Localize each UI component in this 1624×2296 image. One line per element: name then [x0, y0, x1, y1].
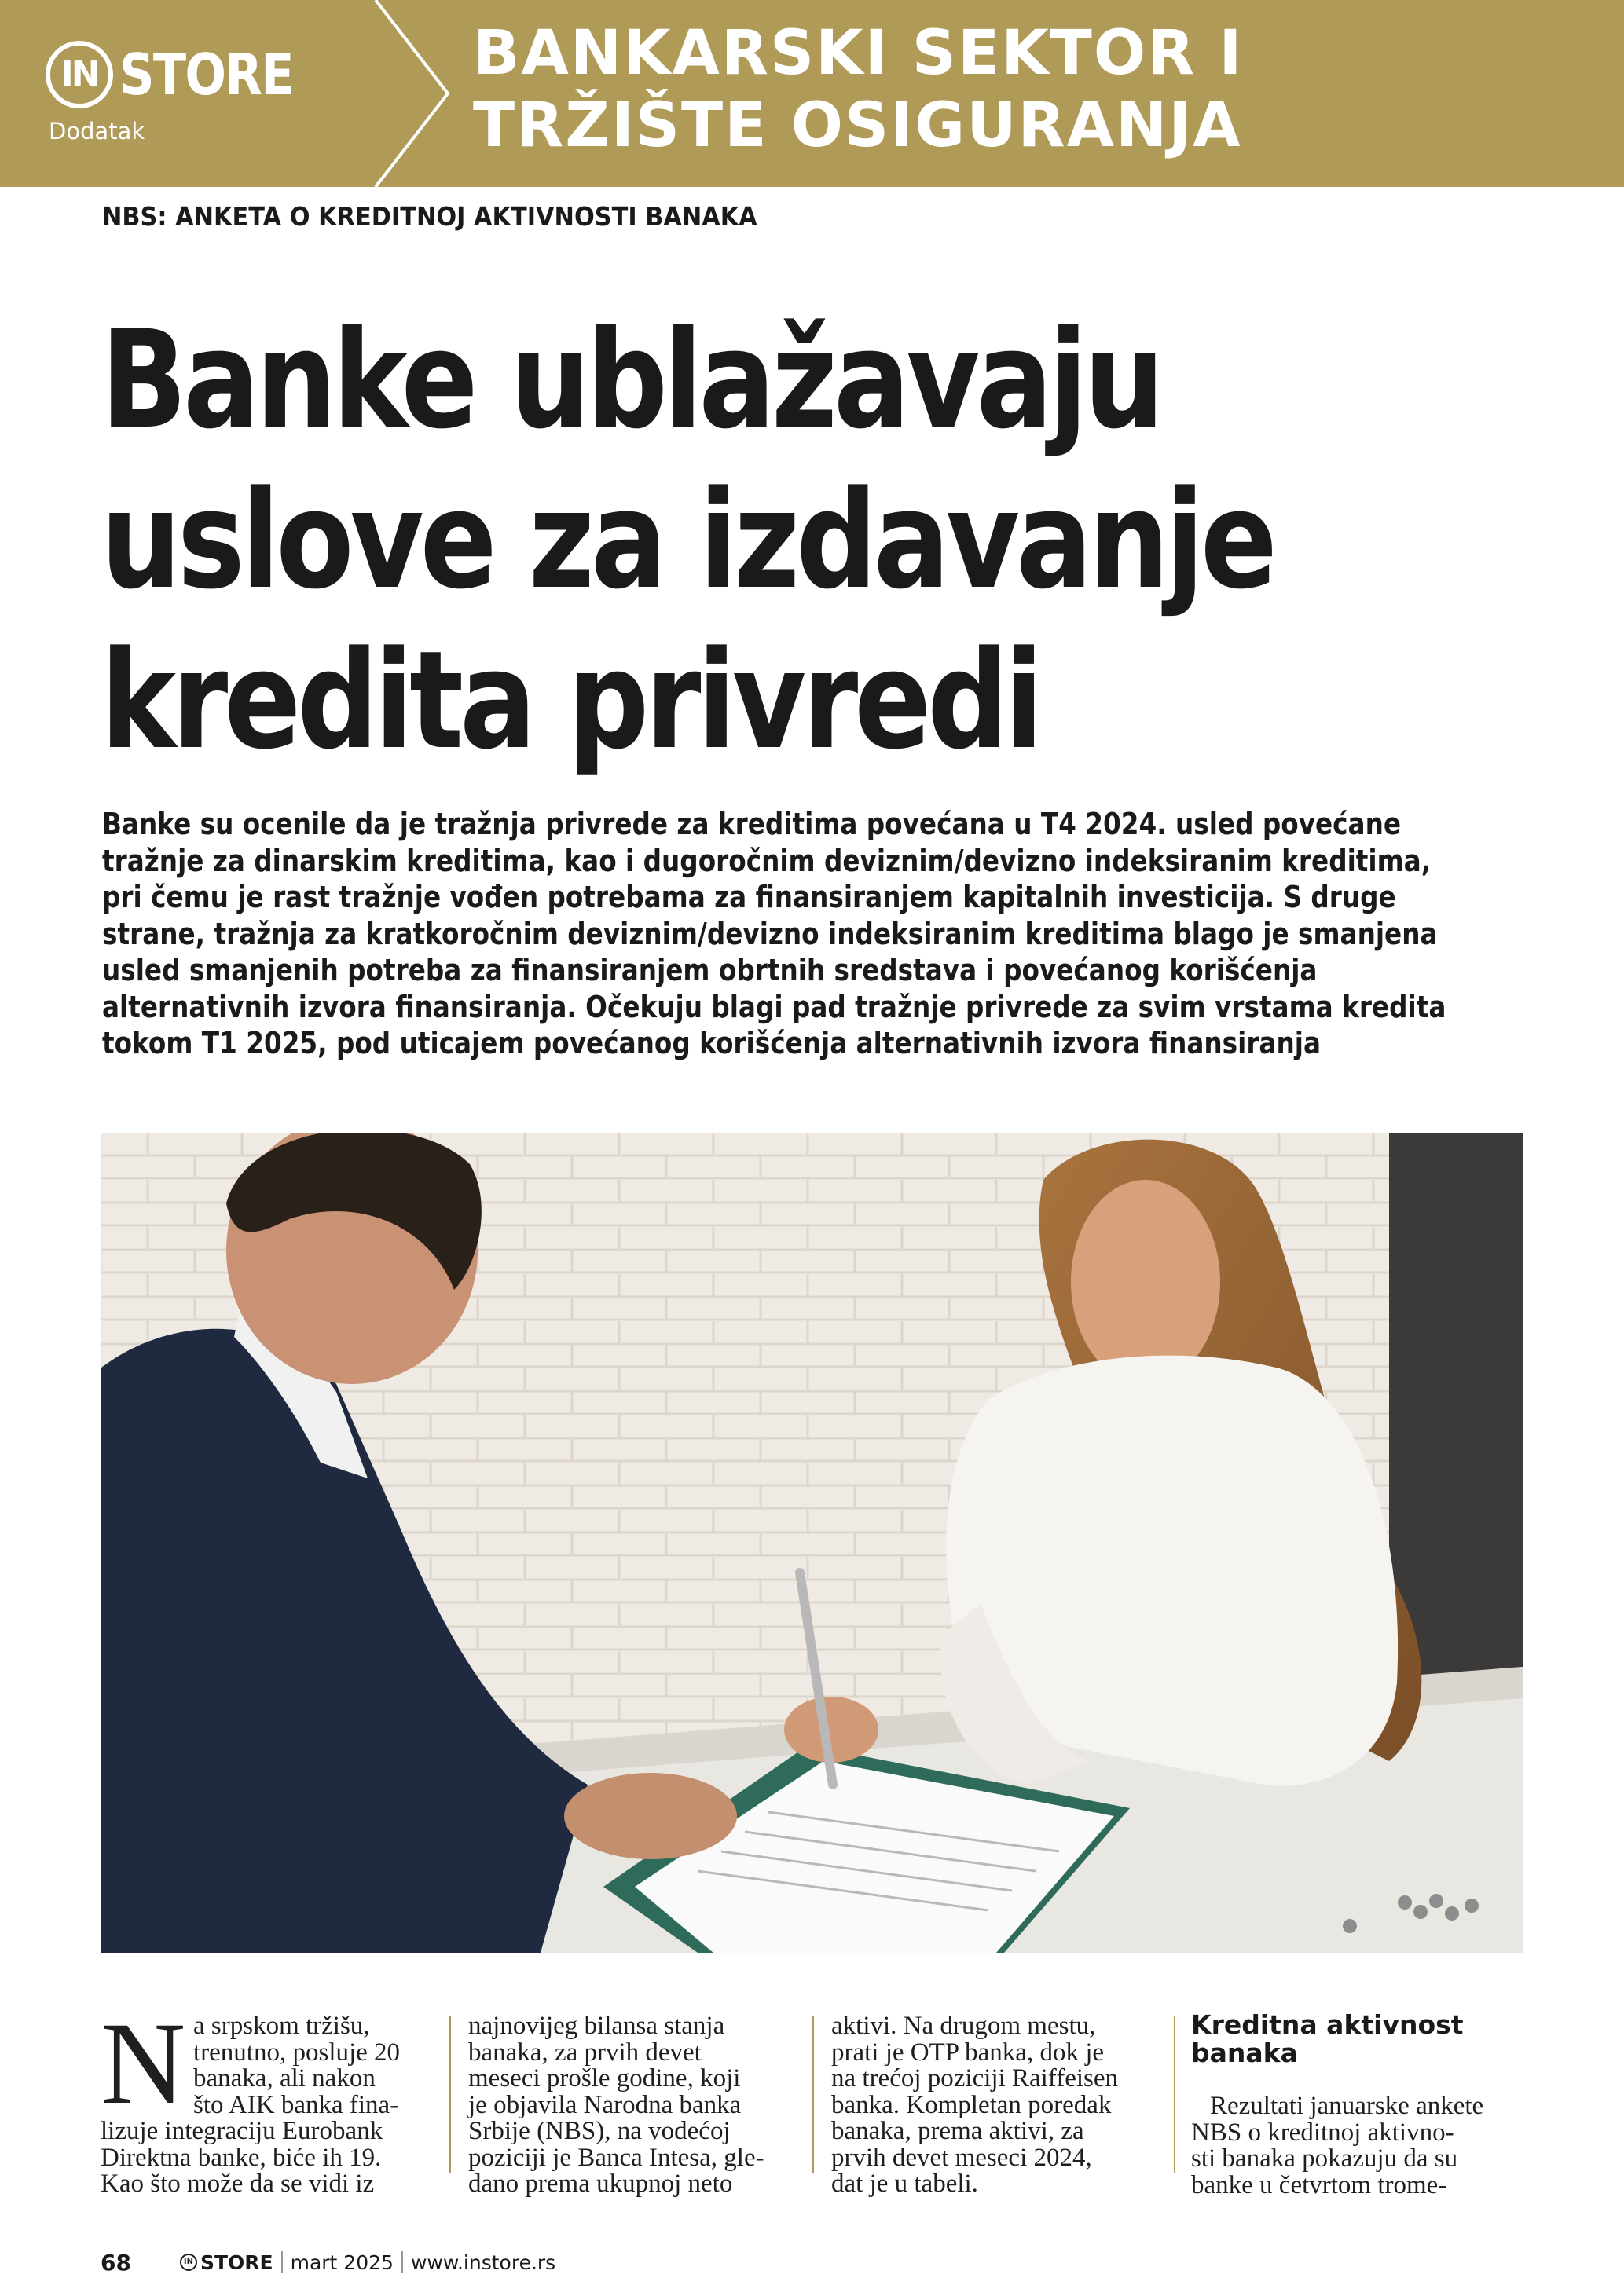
- headline-line: Banke ublažavaju: [101, 301, 1161, 459]
- body-line: Kao što može da se vidi iz: [101, 2170, 375, 2198]
- headline-line: uslove za izdavanje: [101, 461, 1274, 619]
- body-line: dano prema ukupnoj neto: [468, 2170, 733, 2198]
- body-line: trenutno, posluje 20: [193, 2038, 401, 2067]
- lead-line: Banke su ocenile da je tražnja privrede za kreditima povećana u T4 2024. usled povećane: [102, 807, 1402, 841]
- headline-line: kredita privredi: [101, 621, 1040, 779]
- body-line: a srpskom tržišu,: [193, 2012, 370, 2040]
- body-line: banaka, za prvih devet: [468, 2038, 702, 2067]
- body-column-1: [101, 1998, 431, 2198]
- lead-line: strane, tražnja za kratkoročnim deviznim/devizno indeksiranim kreditima blago je smanjena: [102, 916, 1438, 951]
- body-line: što AIK banka fina-: [193, 2090, 399, 2119]
- page-number: 68: [101, 2249, 131, 2276]
- section-header-band: [0, 0, 1624, 187]
- body-line: prati je OTP banka, dok je: [831, 2038, 1105, 2067]
- body-line: poziciji je Banca Intesa, gle-: [468, 2143, 764, 2172]
- footer-logo-circle: IN: [180, 2254, 197, 2271]
- column-divider: [1174, 2016, 1175, 2173]
- body-line: sti banaka pokazuju da su: [1191, 2144, 1458, 2173]
- body-line: banaka, prema aktivi, za: [831, 2117, 1084, 2145]
- body-column-4: [1191, 2093, 1521, 2199]
- lead-line: pri čemu je rast tražnje vođen potrebama za finansiranjem kapitalnih investicija. S druge: [102, 880, 1396, 914]
- section-title: [473, 17, 1243, 162]
- body-line: Srbije (NBS), na vodećoj: [468, 2117, 731, 2145]
- article-headline: [101, 300, 1335, 781]
- footer-separator: [401, 2251, 403, 2273]
- body-line: najnovijeg bilansa stanja: [468, 2012, 725, 2040]
- body-line: aktivi. Na drugom mestu,: [831, 2012, 1096, 2040]
- footer-website[interactable]: www.instore.rs: [410, 2250, 556, 2274]
- drop-cap: N: [101, 1998, 186, 2129]
- body-column-3: [831, 2013, 1161, 2198]
- footer-logo-wordmark: STORE: [200, 2250, 273, 2274]
- logo-circle: IN: [46, 41, 113, 108]
- lead-line: tražnje za dinarskim kreditima, kao i dugoročnim deviznim/devizno indeksiranim kreditima,: [102, 843, 1432, 878]
- subheading-line: banaka: [1191, 2038, 1298, 2068]
- body-line: meseci prošle godine, koji: [468, 2064, 741, 2093]
- body-column-2: [468, 2013, 798, 2198]
- section-title-line: BANKARSKI SEKTOR I: [473, 18, 1244, 89]
- lead-line: usled smanjenih potreba za finansiranjem obrtnih sredstava i povećanog korišćenja: [102, 953, 1318, 987]
- supplement-label: Dodatak: [49, 118, 145, 145]
- article-kicker: NBS: ANKETA O KREDITNOJ AKTIVNOSTI BANAKA: [102, 201, 757, 232]
- page-footer: [101, 2248, 555, 2276]
- article-photo: [101, 1133, 1523, 1953]
- body-line: prvih devet meseci 2024,: [831, 2143, 1092, 2172]
- photo-illustration: [101, 1133, 1523, 1953]
- lead-line: tokom T1 2025, pod uticajem povećanog korišćenja alternativnih izvora finansiranja: [102, 1026, 1322, 1060]
- body-line: lizuje integraciju Eurobank: [101, 2117, 383, 2145]
- section-title-line: TRŽIŠTE OSIGURANJA: [473, 90, 1242, 161]
- body-line: dat je u tabeli.: [831, 2170, 978, 2198]
- chevron-right-icon: [369, 0, 456, 187]
- body-line: Rezultati januarske ankete: [1210, 2092, 1484, 2120]
- lead-line: alternativnih izvora finansiranja. Očekuju blagi pad tražnje privrede za svim vrstama kredita: [102, 989, 1446, 1024]
- body-line: banke u četvrtom trome-: [1191, 2170, 1447, 2199]
- footer-issue: mart 2025: [290, 2250, 394, 2274]
- column-divider: [812, 2016, 814, 2173]
- article-lead: [102, 806, 1575, 1062]
- body-line: na trećoj poziciji Raiffeisen: [831, 2064, 1118, 2093]
- body-line: je objavila Narodna banka: [468, 2090, 742, 2119]
- footer-separator: [281, 2251, 283, 2273]
- body-line: Direktna banke, biće ih 19.: [101, 2143, 382, 2172]
- subheading: [1191, 2011, 1464, 2067]
- body-line: banka. Kompletan poredak: [831, 2090, 1112, 2119]
- instore-logo: [46, 41, 321, 108]
- body-line: NBS o kreditnoj aktivno-: [1191, 2118, 1454, 2147]
- subheading-line: Kreditna aktivnost: [1191, 2009, 1464, 2040]
- body-line: banaka, ali nakon: [193, 2064, 376, 2093]
- logo-wordmark: STORE: [119, 42, 293, 108]
- column-divider: [449, 2016, 451, 2173]
- footer-logo: [180, 2251, 273, 2274]
